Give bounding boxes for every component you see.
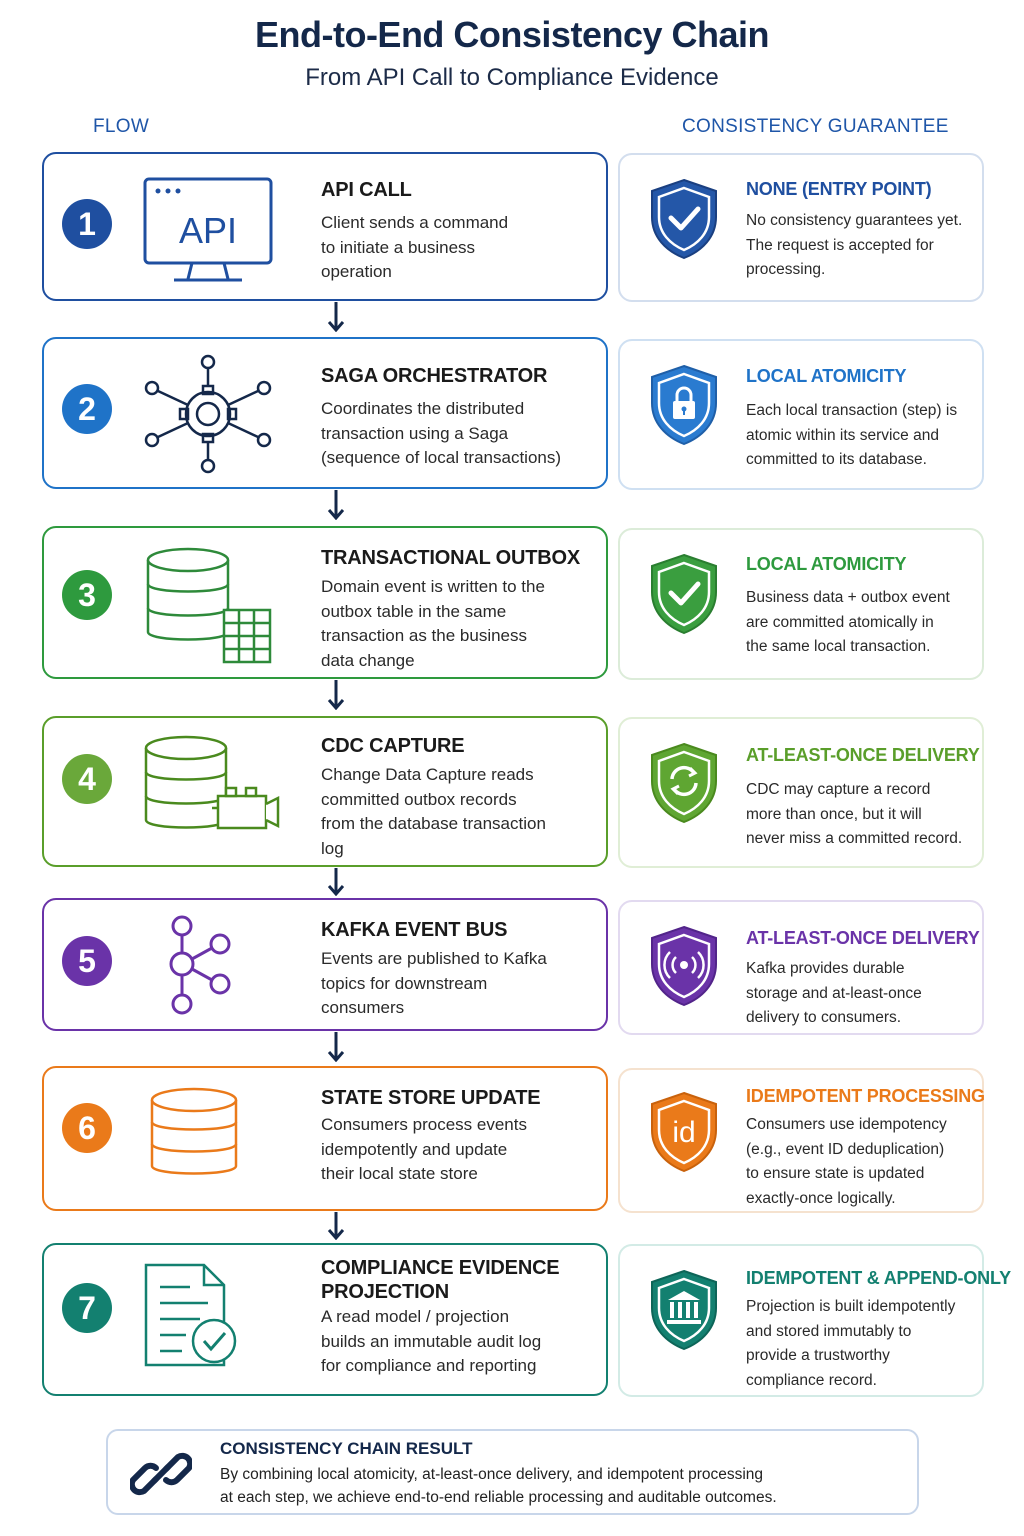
guarantee-card-1 bbox=[618, 153, 984, 302]
flow-arrow bbox=[328, 302, 344, 332]
document-check-icon bbox=[142, 1261, 242, 1371]
step-title: CDC CAPTURE bbox=[321, 735, 465, 757]
step-description: Coordinates the distributed transaction using a Saga (sequence of local transactions) bbox=[321, 399, 562, 467]
result-title: CONSISTENCY CHAIN RESULT bbox=[220, 1439, 473, 1458]
shield-refresh-icon bbox=[648, 741, 720, 830]
database-icon bbox=[148, 1086, 240, 1182]
guarantee-card-7 bbox=[618, 1244, 1011, 1397]
chain-link-icon bbox=[130, 1443, 192, 1510]
flow-arrow bbox=[328, 868, 344, 896]
flow-step-3 bbox=[42, 526, 608, 679]
gear-network-icon bbox=[142, 353, 274, 475]
step-description: Consumers process events idempotently and update their local state store bbox=[321, 1115, 527, 1183]
guarantee-description: CDC may capture a record more than once, but it will never miss a committed record. bbox=[746, 781, 963, 847]
guarantee-description: Projection is built idempotently and stored immutably to provide a trustworthy compliance record. bbox=[746, 1298, 956, 1389]
flow-arrow bbox=[328, 1212, 344, 1240]
step-title: STATE STORE UPDATE bbox=[321, 1087, 541, 1109]
page-subtitle: From API Call to Compliance Evidence bbox=[305, 64, 719, 91]
guarantee-title: AT-LEAST-ONCE DELIVERY bbox=[746, 745, 980, 765]
database-table-icon bbox=[144, 546, 276, 666]
guarantee-description: No consistency guarantees yet. The request is accepted for processing. bbox=[746, 212, 963, 278]
guarantee-title: LOCAL ATOMICITY bbox=[746, 554, 907, 574]
shield-id-icon bbox=[648, 1090, 720, 1179]
step-number-badge: 1 bbox=[62, 199, 112, 249]
step-description: Client sends a command to initiate a business operation bbox=[321, 213, 509, 281]
shield-check-icon bbox=[648, 552, 720, 641]
shield-check-icon bbox=[648, 177, 720, 266]
step-number-badge: 5 bbox=[62, 936, 112, 986]
flow-step-4 bbox=[42, 716, 608, 867]
step-description: Change Data Capture reads committed outbox records from the database transaction log bbox=[321, 765, 546, 858]
guarantee-title: NONE (ENTRY POINT) bbox=[746, 179, 932, 199]
shield-lock-icon bbox=[648, 363, 720, 452]
guarantee-description: Kafka provides durable storage and at-least-once delivery to consumers. bbox=[746, 960, 922, 1026]
step-title: API CALL bbox=[321, 179, 412, 201]
flow-column-heading: FLOW bbox=[93, 116, 150, 137]
guarantee-card-4 bbox=[618, 717, 984, 868]
guarantee-title: LOCAL ATOMICITY bbox=[746, 366, 907, 386]
guarantee-description: Business data + outbox event are committed atomically in the same local transaction. bbox=[746, 589, 950, 655]
step-description: Events are published to Kafka topics for downstream consumers bbox=[321, 949, 547, 1017]
flow-step-2 bbox=[42, 337, 608, 489]
guarantee-description: Each local transaction (step) is atomic within its service and committed to its database. bbox=[746, 402, 958, 468]
guarantee-column-heading: CONSISTENCY GUARANTEE bbox=[682, 116, 949, 137]
guarantee-title: AT-LEAST-ONCE DELIVERY bbox=[746, 928, 980, 948]
step-number-badge: 7 bbox=[62, 1283, 112, 1333]
flow-step-7 bbox=[42, 1243, 608, 1396]
shield-broadcast-icon bbox=[648, 924, 720, 1013]
guarantee-card-3 bbox=[618, 528, 984, 680]
step-title: SAGA ORCHESTRATOR bbox=[321, 365, 548, 387]
step-number-badge: 4 bbox=[62, 754, 112, 804]
step-description: Domain event is written to the outbox table in the same transaction as the business data change bbox=[321, 577, 545, 670]
guarantee-card-2 bbox=[618, 339, 984, 490]
flow-step-1 bbox=[42, 152, 608, 301]
step-title: KAFKA EVENT BUS bbox=[321, 919, 508, 941]
svg-text:API: API bbox=[178, 210, 238, 251]
kafka-icon bbox=[164, 914, 234, 1018]
guarantee-card-5 bbox=[618, 900, 984, 1035]
shield-bank-icon bbox=[648, 1268, 720, 1357]
consistency-chain-result bbox=[106, 1429, 919, 1515]
step-number-badge: 6 bbox=[62, 1103, 112, 1153]
flow-arrow bbox=[328, 680, 344, 710]
flow-step-6 bbox=[42, 1066, 608, 1211]
result-text: By combining local atomicity, at-least-once delivery, and idempotent processing at each step, we achieve end-to-end reliable processing and auditable outcomes. bbox=[220, 1466, 777, 1506]
step-description: A read model / projection builds an immutable audit log for compliance and reporting bbox=[321, 1307, 542, 1375]
svg-text:id: id bbox=[672, 1116, 696, 1149]
api-monitor-icon bbox=[142, 176, 274, 284]
flow-arrow bbox=[328, 1032, 344, 1062]
database-camera-icon bbox=[142, 734, 282, 854]
flow-step-5 bbox=[42, 898, 608, 1031]
step-number-badge: 2 bbox=[62, 384, 112, 434]
step-title: COMPLIANCE EVIDENCE PROJECTION bbox=[321, 1257, 560, 1303]
step-title: TRANSACTIONAL OUTBOX bbox=[321, 547, 580, 569]
page-title: End-to-End Consistency Chain bbox=[254, 14, 769, 55]
step-number-badge: 3 bbox=[62, 570, 112, 620]
guarantee-card-6 bbox=[618, 1068, 984, 1213]
guarantee-description: Consumers use idempotency (e.g., event ID deduplication) to ensure state is updated exactly-once logically. bbox=[746, 1116, 947, 1207]
guarantee-title: IDEMPOTENT PROCESSING bbox=[746, 1086, 985, 1106]
flow-arrow bbox=[328, 490, 344, 520]
guarantee-title: IDEMPOTENT & APPEND-ONLY bbox=[746, 1268, 1011, 1288]
